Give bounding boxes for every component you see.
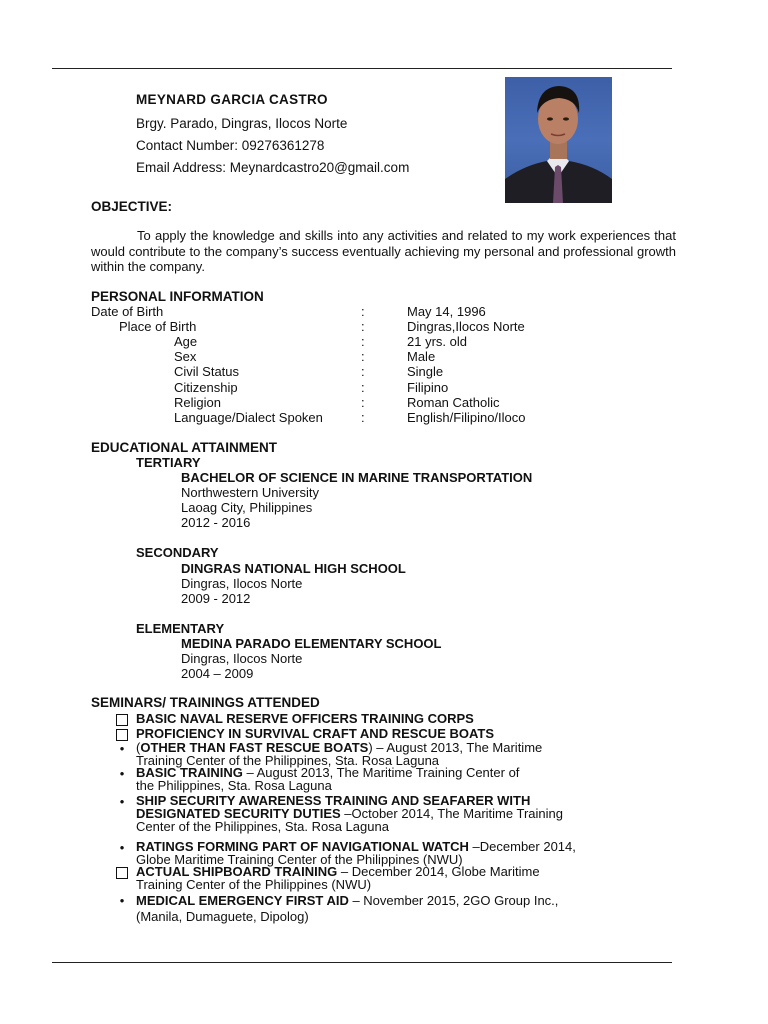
secondary-line1: Dingras, Ilocos Norte (181, 576, 303, 591)
seminar-item: • SHIP SECURITY AWARENESS TRAINING AND SEAFARER WITH DESIGNATED SECURITY DUTIES –October 2014, The Maritime Training Center of the Philippines, Sta. Rosa Laguna (115, 794, 675, 833)
objective-heading: OBJECTIVE: (91, 199, 173, 214)
tertiary-line2: Laoag City, Philippines (181, 500, 313, 515)
contact-number: Contact Number: 09276361278 (136, 138, 325, 153)
bullet-icon: • (119, 794, 125, 809)
personal-info-heading: PERSONAL INFORMATION (91, 289, 264, 304)
tertiary-line1: Northwestern University (181, 485, 319, 500)
seminar-item: • RATINGS FORMING PART OF NAVIGATIONAL WATCH –December 2014, Globe Maritime Training Center of the Philippines (NWU) (115, 840, 675, 866)
personal-info-colon: : (361, 394, 365, 410)
address: Brgy. Parado, Dingras, Ilocos Norte (136, 116, 348, 131)
secondary-label: SECONDARY (136, 545, 219, 560)
personal-info-colon: : (361, 379, 365, 395)
bottom-rule (52, 962, 672, 963)
resume-header (136, 92, 476, 179)
personal-info-label: Citizenship (174, 379, 238, 395)
personal-info-value: 21 yrs. old (407, 334, 467, 350)
personal-info-value: May 14, 1996 (407, 304, 486, 319)
bullet-icon: • (119, 741, 125, 756)
top-rule (52, 68, 672, 69)
tertiary-years: 2012 - 2016 (181, 515, 251, 530)
personal-info-value: Dingras,Ilocos Norte (407, 319, 525, 335)
objective-text: To apply the knowledge and skills into any activities and related to my work experiences that would contribute to the company’s success eventually achieving my personal and professional growth within the company. (91, 228, 676, 274)
personal-info-colon: : (361, 409, 365, 425)
personal-info-label: Place of Birth (119, 319, 197, 335)
personal-info-label: Age (174, 334, 198, 350)
personal-info-label: Language/Dialect Spoken (174, 409, 323, 425)
seminar-item: ACTUAL SHIPBOARD TRAINING – December 2014, Globe Maritime Training Center of the Philippines (NWU) (115, 865, 675, 891)
elementary-school: MEDINA PARADO ELEMENTARY SCHOOL (181, 636, 442, 651)
tertiary-school: BACHELOR OF SCIENCE IN MARINE TRANSPORTATION (181, 470, 533, 485)
seminars-heading: SEMINARS/ TRAININGS ATTENDED (91, 695, 320, 710)
seminar-item: • BASIC TRAINING – August 2013, The Maritime Training Center of the Philippines, Sta. Rosa Laguna (115, 766, 675, 792)
personal-info-colon: : (361, 304, 365, 319)
bullet-icon: • (119, 766, 125, 781)
personal-info-value: Filipino (407, 379, 449, 395)
education-heading: EDUCATIONAL ATTAINMENT (91, 440, 277, 455)
personal-info-value: Single (407, 364, 444, 380)
secondary-years: 2009 - 2012 (181, 591, 251, 606)
personal-info-colon: : (361, 349, 365, 365)
email-address: Email Address: Meynardcastro20@gmail.com (136, 160, 410, 175)
seminar-item: BASIC NAVAL RESERVE OFFICERS TRAINING CORPS (115, 712, 675, 725)
elementary-line1: Dingras, Ilocos Norte (181, 651, 303, 666)
personal-info-label: Civil Status (174, 364, 240, 380)
bullet-icon: • (119, 840, 125, 855)
personal-info-colon: : (361, 334, 365, 350)
personal-info-label: Sex (174, 349, 197, 365)
seminar-item: • MEDICAL EMERGENCY FIRST AID – November 2015, 2GO Group Inc., (Manila, Dumaguete, Dipolog) (115, 893, 675, 925)
personal-info-value: English/Filipino/Iloco (407, 409, 526, 425)
seminar-item: PROFICIENCY IN SURVIVAL CRAFT AND RESCUE BOATS (115, 727, 675, 740)
secondary-school: DINGRAS NATIONAL HIGH SCHOOL (181, 561, 406, 576)
tertiary-label: TERTIARY (136, 455, 201, 470)
elementary-years: 2004 – 2009 (181, 666, 254, 681)
elementary-label: ELEMENTARY (136, 621, 225, 636)
personal-info-colon: : (361, 319, 365, 335)
bullet-icon: • (119, 893, 125, 908)
applicant-photo (505, 77, 612, 203)
personal-info-value: Male (407, 349, 436, 365)
seminar-item: • (OTHER THAN FAST RESCUE BOATS) – August 2013, The Maritime Training Center of the Philippines, Sta. Rosa Laguna (115, 741, 675, 767)
personal-info-label: Date of Birth (91, 304, 164, 319)
personal-info-colon: : (361, 364, 365, 380)
personal-info-value: Roman Catholic (407, 394, 500, 410)
checkbox-icon (115, 865, 129, 882)
applicant-name: MEYNARD GARCIA CASTRO (136, 92, 328, 107)
personal-info-label: Religion (174, 394, 221, 410)
